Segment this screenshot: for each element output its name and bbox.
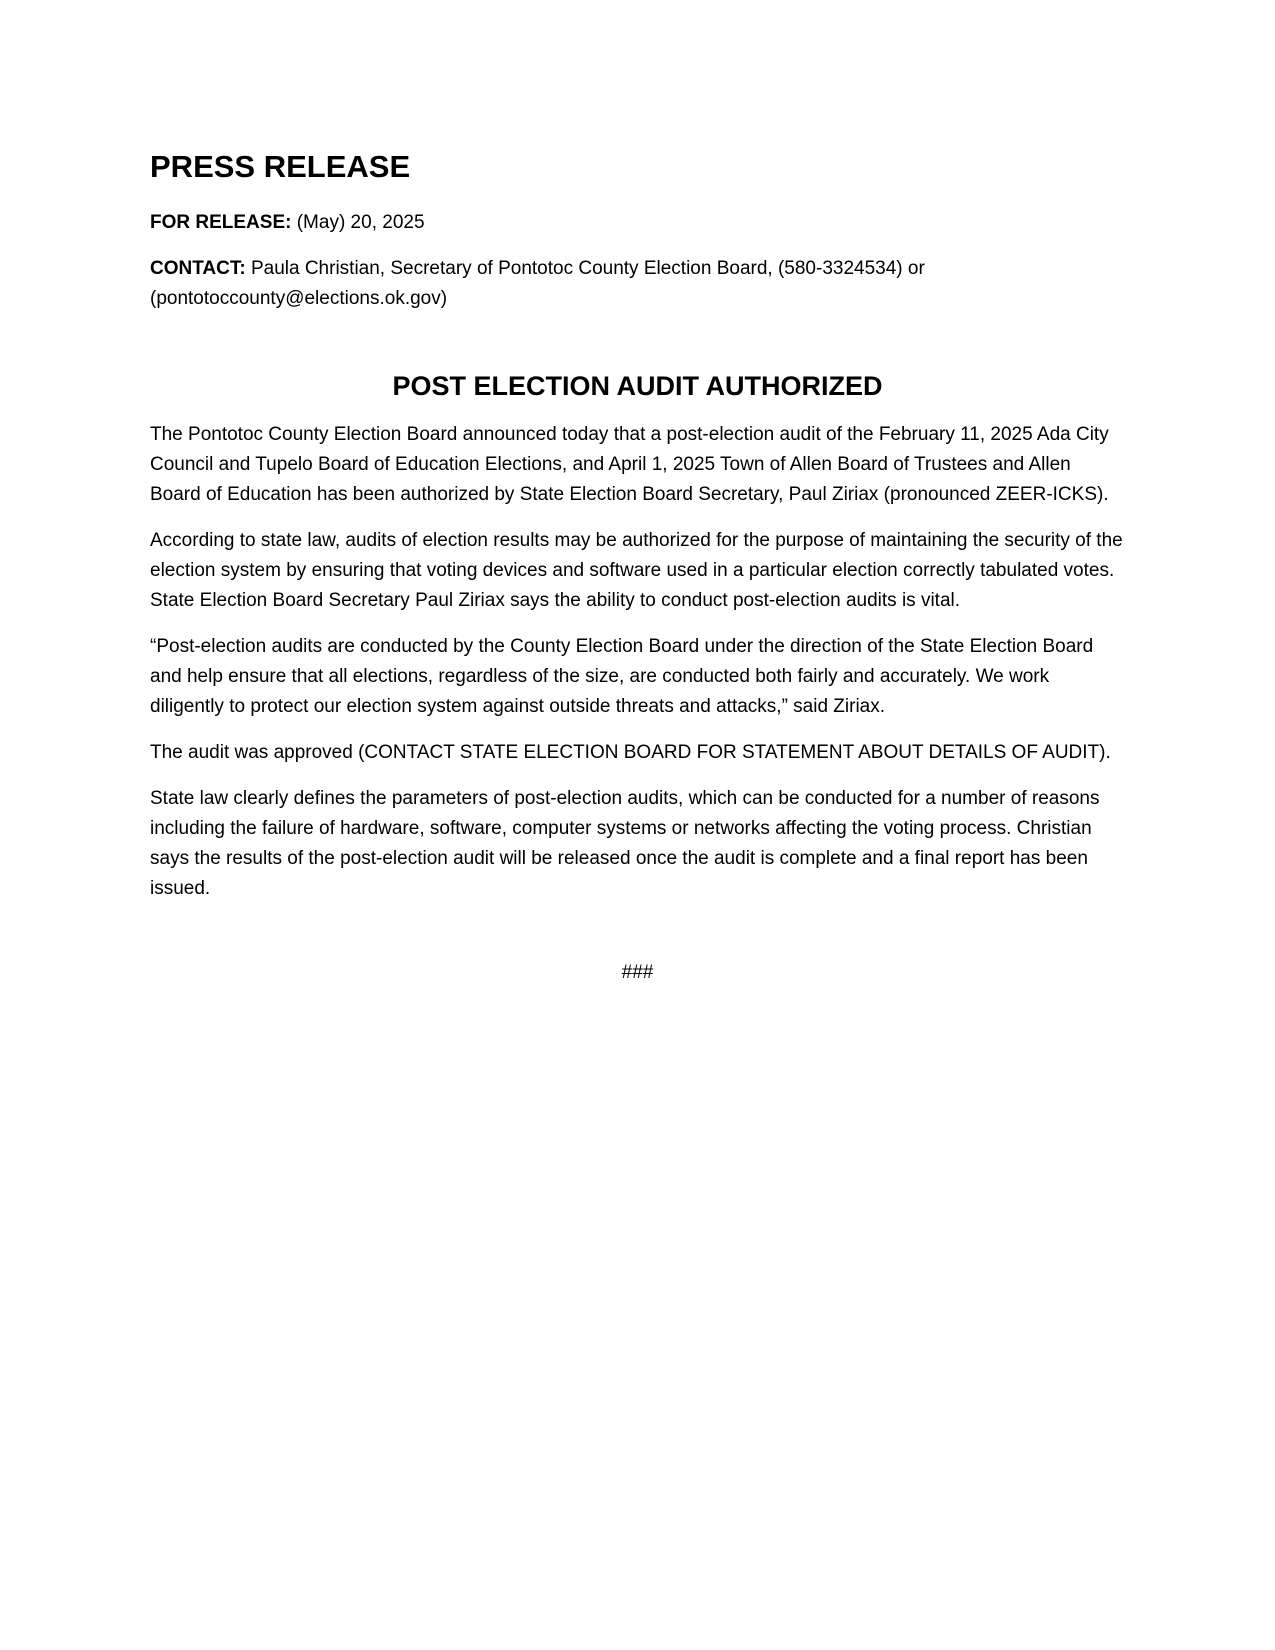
release-label: FOR RELEASE: xyxy=(150,212,292,234)
body-paragraph: According to state law, audits of election results may be authorized for the purpose of maintaining the security of the election system by ensuring that voting devices and software used in a particular election correctly tabulated votes. State Election Board Secretary Paul Ziriax says the ability to conduct post-election audits is vital. xyxy=(150,530,1123,612)
headline: POST ELECTION AUDIT AUTHORIZED xyxy=(392,371,883,402)
contact-label: CONTACT: xyxy=(150,258,246,280)
release-value: (May) 20, 2025 xyxy=(291,212,425,234)
contact-value: Paula Christian, Secretary of Pontotoc County Election Board, (580-3324534) or (pontotoccounty@elections.ok.gov) xyxy=(150,258,925,310)
body-paragraph: The audit was approved (CONTACT STATE ELECTION BOARD FOR STATEMENT ABOUT DETAILS OF AUDIT). xyxy=(150,742,1111,764)
body-paragraph: “Post-election audits are conducted by the County Election Board under the direction of the State Election Board and help ensure that all elections, regardless of the size, are conducted both fairly and accurately. We work diligently to protect our election system against outside threats and attacks,” said Ziriax. xyxy=(150,636,1094,718)
press-release-page xyxy=(150,150,1125,984)
contact-line xyxy=(150,254,1125,314)
body-paragraph: State law clearly defines the parameters of post-election audits, which can be conducted for a number of reasons including the failure of hardware, software, computer systems or networks affecting the voting process. Christian says the results of the post-election audit will be released once the audit is complete and a final report has been issued. xyxy=(150,788,1100,900)
page-title: PRESS RELEASE xyxy=(150,149,411,184)
release-line xyxy=(150,208,1125,238)
end-mark: ### xyxy=(621,962,654,984)
body-paragraph: The Pontotoc County Election Board announced today that a post-election audit of the February 11, 2025 Ada City Council and Tupelo Board of Education Elections, and April 1, 2025 Town of Allen Board of Trustees and Allen Board of Education has been authorized by State Election Board Secretary, Paul Ziriax (pronounced ZEER-ICKS). xyxy=(150,424,1109,506)
